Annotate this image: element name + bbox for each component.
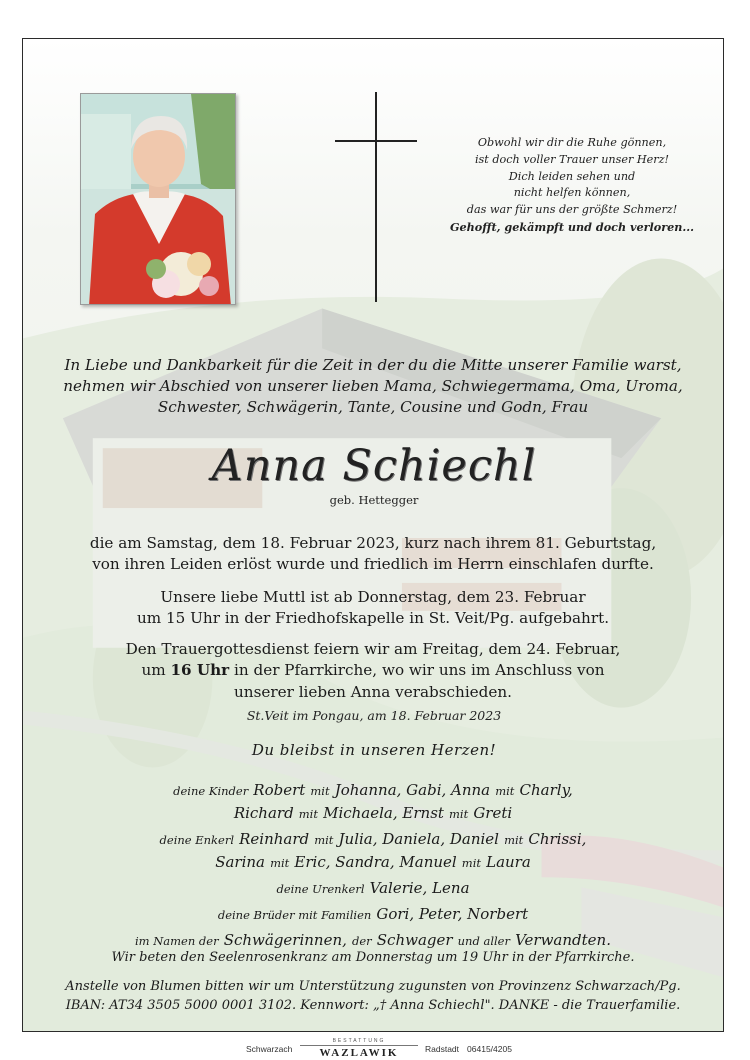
service-line: Den Trauergottesdienst feiern wir am Freitag, dem 24. Februar, [125, 640, 621, 658]
family-name: Gori, Peter, Norbert [376, 905, 529, 923]
viewing-line: um 15 Uhr in der Friedhofskapelle in St. Veit/Pg. aufgebahrt. [136, 609, 610, 628]
family-name: Richard [233, 804, 294, 822]
service-notice [43, 639, 703, 703]
logo-subtitle: BESTATTUNG [332, 1038, 386, 1044]
intro-text [43, 355, 703, 417]
family-name: Chrissi, [528, 830, 587, 848]
donation-line: Anstelle von Blumen bitten wir um Unterstützung zugunsten von Provinzenz Schwarzach/Pg. [65, 979, 681, 994]
family-name: Valerie, Lena [369, 879, 470, 897]
family-children-line [43, 779, 703, 802]
family-greatgrandchildren-line [43, 877, 703, 900]
relatives-text: und aller [457, 934, 510, 948]
mit-word: mit [270, 856, 290, 870]
deceased-name: Anna Schiechl [211, 441, 537, 491]
mit-word: mit [449, 807, 469, 821]
family-name: Johanna, Gabi, Anna [334, 781, 491, 799]
family-name: Charly, [519, 781, 573, 799]
greatgrandchildren-label: deine Urenkerl [276, 882, 365, 896]
mit-word: mit [310, 784, 330, 798]
death-line: von ihren Leiden erlöst wurde und friedlich im Herrn einschlafen durfte. [92, 555, 654, 574]
poem-line: ist doch voller Trauer unser Herz! [474, 152, 670, 166]
family-name: Michaela, Ernst [323, 804, 444, 822]
family-relatives-line [43, 929, 703, 952]
rosary-notice: Wir beten den Seelenrosenkranz am Donnerstag um 19 Uhr in der Pfarrkirche. [111, 950, 635, 965]
footer-phone: 06415/4205 [467, 1044, 512, 1054]
footer-city: Radstadt [425, 1044, 460, 1054]
intro-line: In Liebe und Dankbarkeit für die Zeit in der du die Mitte unserer Familie warst, [64, 356, 682, 374]
family-grandchildren-line [43, 851, 703, 874]
parte-frame [22, 38, 724, 1032]
mit-word: mit [461, 856, 482, 870]
birth-name: geb. Hettegger [329, 493, 419, 507]
grandchildren-label: deine Enkerl [159, 833, 235, 847]
footer-location-left: Schwarzach [246, 1044, 293, 1054]
family-name: Sarina [215, 853, 265, 871]
poem-line: nicht helfen können, [513, 186, 631, 200]
death-notice [43, 533, 703, 576]
intro-line: Schwester, Schwägerin, Tante, Cousine und Godn, Frau [157, 397, 589, 416]
motto: Du bleibst in unseren Herzen! [251, 741, 497, 759]
family-name: Reinhard [239, 830, 310, 848]
funeral-home-logo [300, 1038, 418, 1059]
place-date: St.Veit im Pongau, am 18. Februar 2023 [246, 708, 502, 723]
poem-line: Dich leiden sehen und [508, 169, 636, 183]
donation-notice [43, 977, 703, 1015]
family-name: Schwägerinnen, [223, 931, 347, 949]
poem-last-line: Gehofft, gekämpft und doch verloren... [449, 219, 695, 234]
family-name: Laura [486, 853, 531, 871]
portrait-image [81, 94, 236, 305]
family-name: Julia, Daniela, Daniel [338, 830, 499, 848]
donation-line: IBAN: AT34 3505 5000 0001 3102. Kennwort: „† Anna Schiechl". DANKE - die Trauerfamilie. [65, 998, 681, 1013]
death-line: die am Samstag, dem 18. Februar 2023, kurz nach ihrem 81. Geburtstag, [89, 534, 657, 552]
footer [0, 1036, 750, 1058]
poem-line: das war für uns der größte Schmerz! [466, 203, 678, 217]
service-line: unserer lieben Anna verabschieden. [234, 682, 512, 701]
relatives-text: der [352, 934, 372, 948]
cross-icon [375, 92, 377, 302]
intro-line: nehmen wir Abschied von unserer lieben Mama, Schwiegermama, Oma, Uroma, [63, 376, 683, 395]
mit-word: mit [495, 784, 515, 798]
family-grandchildren-line [43, 828, 703, 851]
family-name: Verwandten. [515, 931, 611, 949]
viewing-line: Unsere liebe Muttl ist ab Donnerstag, dem 23. Februar [160, 588, 586, 606]
mit-word: mit [504, 833, 524, 847]
viewing-notice [43, 587, 703, 630]
service-time: 16 Uhr [170, 661, 230, 680]
service-text: um [141, 661, 171, 680]
mit-word: mit [314, 833, 334, 847]
family-name: Schwager [376, 931, 453, 949]
family-name: Robert [253, 781, 306, 799]
brothers-label: deine Brüder mit Familien [217, 908, 372, 922]
mit-word: mit [298, 807, 318, 821]
family-children-line [43, 802, 703, 825]
footer-location-right [425, 1044, 512, 1054]
service-text: in der Pfarrkirche, wo wir uns im Anschluss von [229, 661, 605, 680]
portrait-photo [80, 93, 236, 305]
cross-bar [335, 140, 417, 142]
service-line [43, 660, 703, 681]
family-name: Greti [473, 804, 513, 822]
children-label: deine Kinder [173, 784, 249, 798]
family-list [43, 779, 703, 952]
poem [441, 135, 703, 236]
logo-name: WAZLAWIK [300, 1045, 418, 1059]
family-name: Eric, Sandra, Manuel [294, 853, 457, 871]
family-brothers-line [43, 903, 703, 926]
relatives-text: im Namen der [135, 934, 219, 948]
poem-line: Obwohl wir dir die Ruhe gönnen, [477, 136, 667, 149]
